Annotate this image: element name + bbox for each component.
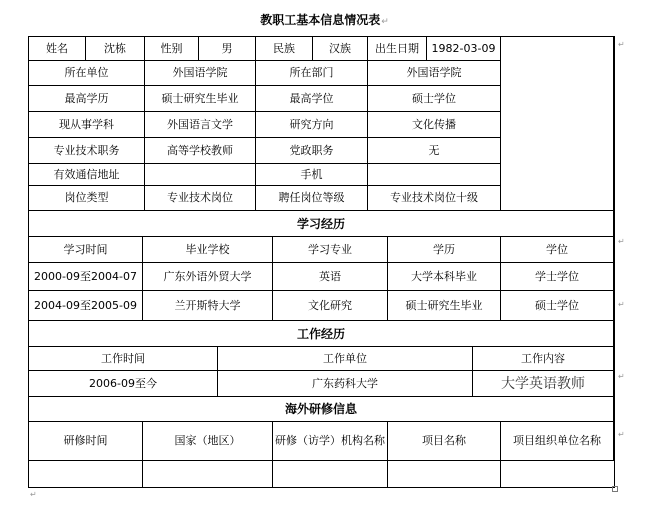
section-overseas-header: 海外研修信息	[29, 397, 614, 422]
document-title: 教职工基本信息情况表↵	[260, 13, 389, 27]
label-ethnicity: 民族	[256, 37, 313, 61]
study-row-2-education[interactable]: 硕士研究生毕业	[388, 291, 501, 321]
overseas-col-project: 项目名称	[388, 422, 501, 461]
study-col-education: 学历	[388, 237, 501, 263]
value-education[interactable]: 硕士研究生毕业	[145, 86, 256, 112]
value-mobile[interactable]	[368, 164, 501, 186]
value-name[interactable]: 沈栋	[86, 37, 145, 61]
section-study-header: 学习经历	[29, 211, 614, 237]
work-col-content: 工作内容	[473, 347, 614, 371]
label-research: 研究方向	[256, 112, 368, 138]
label-mobile: 手机	[256, 164, 368, 186]
value-admin-post[interactable]: 无	[368, 138, 501, 164]
work-row-1-content[interactable]: 大学英语教师	[473, 371, 614, 397]
study-row-1-education[interactable]: 大学本科毕业	[388, 263, 501, 291]
overseas-col-organizer: 项目组织单位名称	[501, 422, 614, 461]
value-ethnicity[interactable]: 汉族	[313, 37, 368, 61]
row-end-marker: ↵	[618, 40, 625, 49]
label-admin-post: 党政职务	[256, 138, 368, 164]
label-title: 专业技术职务	[29, 138, 145, 164]
value-degree[interactable]: 硕士学位	[368, 86, 501, 112]
label-post-level: 聘任岗位等级	[256, 186, 368, 211]
row-end-marker: ↵	[618, 430, 625, 439]
label-department: 所在部门	[256, 61, 368, 86]
value-gender[interactable]: 男	[199, 37, 256, 61]
label-unit: 所在单位	[29, 61, 145, 86]
value-post-type[interactable]: 专业技术岗位	[145, 186, 256, 211]
study-col-major: 学习专业	[273, 237, 388, 263]
section-work-header: 工作经历	[29, 321, 614, 347]
label-degree: 最高学位	[256, 86, 368, 112]
work-row-1-unit[interactable]: 广东药科大学	[218, 371, 473, 397]
overseas-row-1-country[interactable]	[143, 461, 273, 487]
value-unit[interactable]: 外国语学院	[145, 61, 256, 86]
study-col-degree: 学位	[501, 237, 614, 263]
study-col-time: 学习时间	[29, 237, 143, 263]
overseas-row-1-organizer[interactable]	[501, 461, 614, 487]
label-education: 最高学历	[29, 86, 145, 112]
study-row-1-school[interactable]: 广东外语外贸大学	[143, 263, 273, 291]
value-research[interactable]: 文化传播	[368, 112, 501, 138]
value-birthdate[interactable]: 1982-03-09	[427, 37, 501, 61]
label-name: 姓名	[29, 37, 86, 61]
value-title[interactable]: 高等学校教师	[145, 138, 256, 164]
label-address: 有效通信地址	[29, 164, 145, 186]
value-address[interactable]	[145, 164, 256, 186]
overseas-col-time: 研修时间	[29, 422, 143, 461]
label-discipline: 现从事学科	[29, 112, 145, 138]
row-end-marker: ↵	[618, 237, 625, 246]
study-row-1-degree[interactable]: 学士学位	[501, 263, 614, 291]
study-row-2-degree[interactable]: 硕士学位	[501, 291, 614, 321]
work-row-1-time[interactable]: 2006-09至今	[29, 371, 218, 397]
label-gender: 性别	[145, 37, 199, 61]
value-department[interactable]: 外国语学院	[368, 61, 501, 86]
study-row-2-major[interactable]: 文化研究	[273, 291, 388, 321]
overseas-row-1-time[interactable]	[29, 461, 143, 487]
info-table	[28, 36, 615, 488]
work-col-time: 工作时间	[29, 347, 218, 371]
label-post-type: 岗位类型	[29, 186, 145, 211]
overseas-row-1-institution[interactable]	[273, 461, 388, 487]
study-row-2-time[interactable]: 2004-09至2005-09	[29, 291, 143, 321]
study-row-1-time[interactable]: 2000-09至2004-07	[29, 263, 143, 291]
study-row-2-school[interactable]: 兰开斯特大学	[143, 291, 273, 321]
study-row-1-major[interactable]: 英语	[273, 263, 388, 291]
study-col-school: 毕业学校	[143, 237, 273, 263]
row-end-marker: ↵	[618, 372, 625, 381]
row-end-marker: ↵	[618, 300, 625, 309]
value-post-level[interactable]: 专业技术岗位十级	[368, 186, 501, 211]
value-discipline[interactable]: 外国语言文学	[145, 112, 256, 138]
photo-area[interactable]	[501, 37, 614, 211]
overseas-row-1-project[interactable]	[388, 461, 501, 487]
overseas-col-country: 国家（地区）	[143, 422, 273, 461]
paragraph-mark: ↵	[30, 490, 37, 499]
work-col-unit: 工作单位	[218, 347, 473, 371]
overseas-col-institution: 研修（访学）机构名称	[273, 422, 388, 461]
table-resize-handle[interactable]	[612, 486, 618, 492]
label-birthdate: 出生日期	[368, 37, 427, 61]
